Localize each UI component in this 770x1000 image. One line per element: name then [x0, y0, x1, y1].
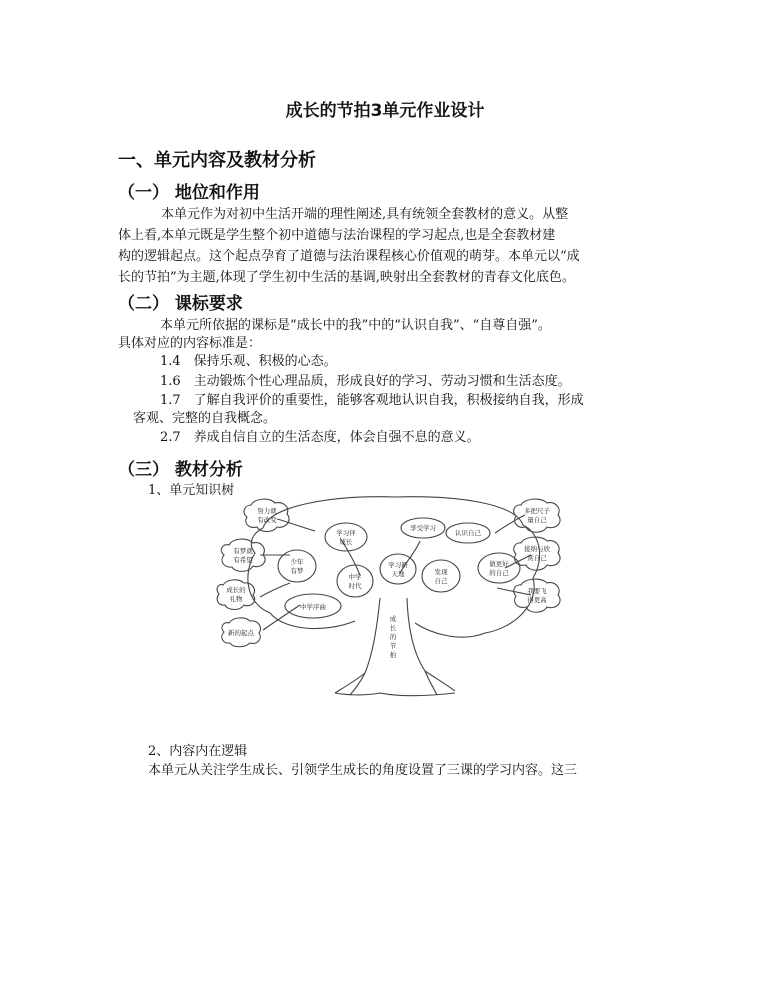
leaf-label: 得更高: [527, 596, 547, 604]
subheading-curriculum-requirements: （二） 课标要求: [118, 294, 243, 314]
paragraph-line: 构的逻辑起点。这个起点孕育了道德与法治课程核心价值观的萌芽。本单元以“成: [118, 249, 580, 264]
leaf-label: 成长的: [226, 586, 246, 594]
trunk-label: 拍: [389, 651, 397, 659]
leaf-label: 有梦就: [233, 547, 253, 555]
leaf-label: 有希望: [233, 556, 253, 564]
leaf-label: 量自己: [527, 516, 547, 524]
standard-item: 1.6 主动锻炼个性心理品质，形成良好的学习、劳动习惯和生活态度。: [160, 374, 571, 389]
list-item-knowledge-tree: 1、单元知识树: [148, 483, 235, 498]
paragraph-line: 本单元作为对初中生活开端的理性阐述,具有统领全套教材的意义。从整: [161, 207, 569, 222]
standard-item: 1.7 了解自我评价的重要性，能够客观地认识自我，积极接纳自我，形成: [160, 393, 584, 408]
node-label: 认识自己: [455, 529, 481, 537]
standard-item-continuation: 客观、完整的自我概念。: [133, 411, 277, 426]
subheading-position-role: （一） 地位和作用: [118, 183, 260, 203]
leaf-label: 赏自己: [527, 554, 547, 562]
section-heading-unit-analysis: 一、单元内容及教材分析: [118, 150, 316, 171]
leaf-label: 新的起点: [228, 629, 254, 637]
trunk-label: 长: [389, 624, 397, 632]
node-label: 成长: [339, 538, 353, 546]
leaf-label: 多把尺子: [524, 507, 550, 515]
node-label: 学习伴: [336, 529, 356, 537]
knowledge-tree-diagram: [215, 493, 570, 703]
leaf-label: 接纳与欣: [524, 545, 550, 553]
node-label: 有梦: [290, 567, 304, 575]
node-label: 享受学习: [410, 524, 436, 532]
subheading-textbook-analysis: （三） 教材分析: [118, 460, 243, 480]
node-label: 中学序曲: [300, 603, 326, 611]
standard-item: 2.7 养成自信自立的生活态度，体会自强不息的意义。: [160, 430, 480, 445]
leaf-label: 有改变: [257, 516, 277, 524]
leaf-label: 努力就: [257, 507, 277, 515]
node-label: 中学: [348, 573, 362, 581]
paragraph-line: 体上看,本单元既是学生整个初中道德与法治课程的学习起点,也是全套教材建: [118, 228, 556, 243]
leaf-label: 我要飞: [527, 587, 547, 595]
node-label: 时代: [348, 582, 362, 590]
node-label: 自己: [434, 577, 448, 585]
paragraph-line: 长的节拍”为主题,体现了学生初中生活的基调,映射出全套教材的青春文化底色。: [118, 270, 575, 285]
trunk-label: 成: [389, 615, 397, 623]
list-item-content-logic: 2、内容内在逻辑: [148, 744, 248, 759]
paragraph-line: 具体对应的内容标准是：: [118, 336, 262, 351]
node-label: 学习新: [388, 561, 408, 569]
leaf-label: 礼物: [229, 595, 243, 603]
node-label: 少年: [290, 558, 304, 566]
node-label: 天地: [391, 570, 405, 578]
node-label: 做更好: [489, 560, 509, 568]
node-label: 的自己: [489, 569, 509, 577]
paragraph-line: 本单元从关注学生成长、引领学生成长的角度设置了三课的学习内容。这三: [148, 763, 578, 778]
trunk-label: 节: [389, 642, 397, 650]
document-title: 成长的节拍3单元作业设计: [285, 101, 485, 121]
node-label: 发现: [434, 568, 448, 576]
paragraph-line: 本单元所依据的课标是“成长中的我”中的“认识自我”、“自尊自强”。: [160, 318, 551, 333]
standard-item: 1.4 保持乐观、积极的心态。: [160, 354, 337, 369]
trunk-label: 的: [389, 633, 397, 641]
